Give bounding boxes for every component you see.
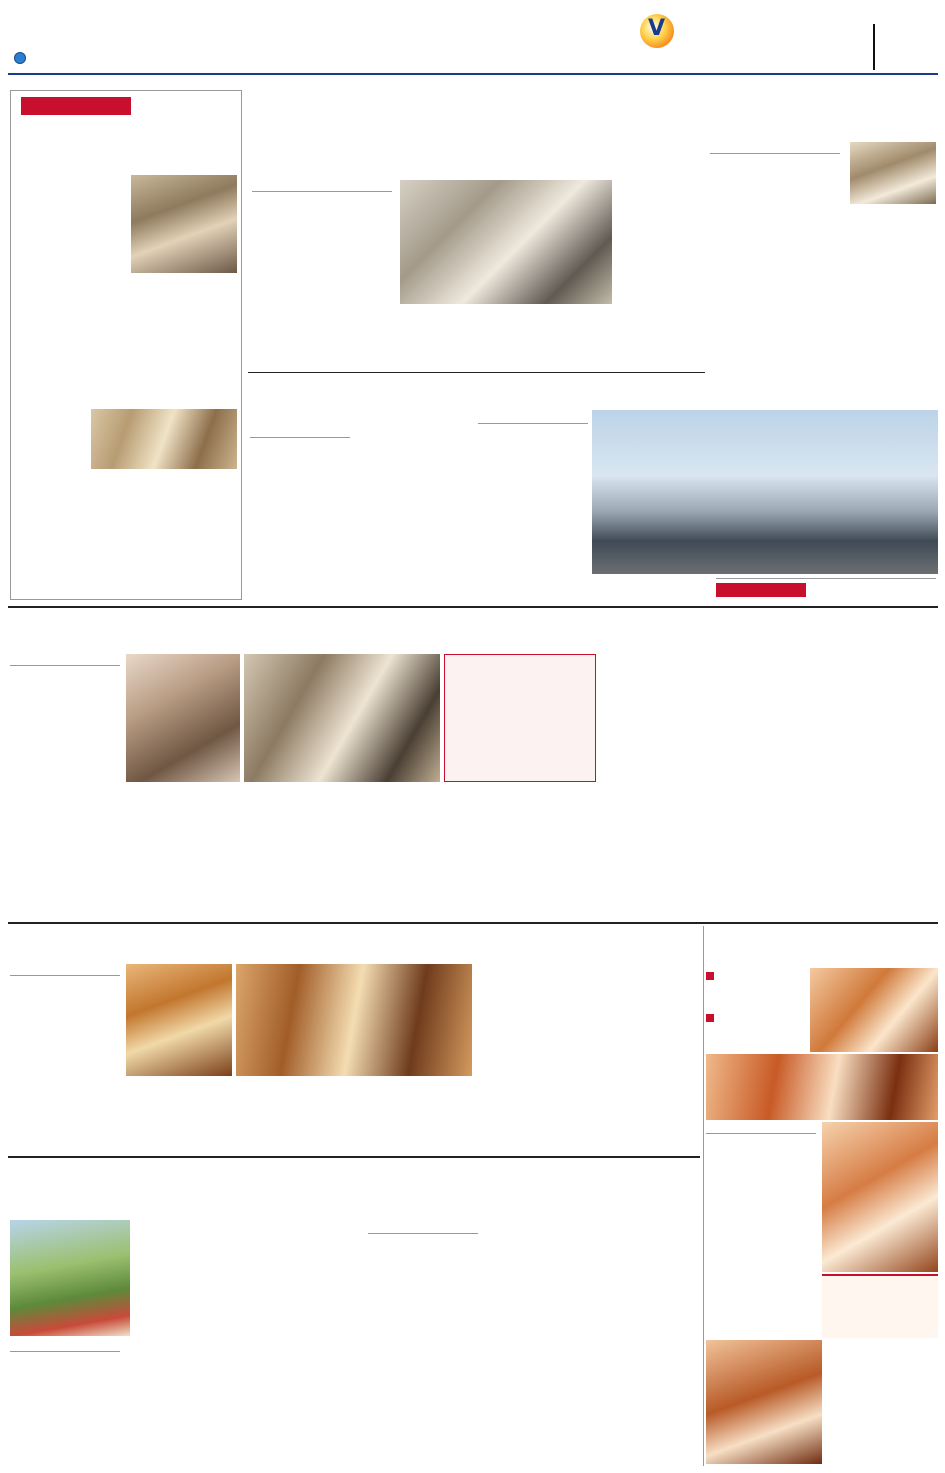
right-col-divider bbox=[703, 926, 704, 1466]
officer-statement-label bbox=[716, 583, 806, 597]
s1-body bbox=[19, 175, 127, 273]
s4-body-col2 bbox=[850, 236, 936, 366]
s7-byline bbox=[10, 654, 120, 666]
s6-body-col3 bbox=[606, 764, 712, 918]
s11-headline-line2 bbox=[368, 1188, 700, 1216]
s6-side-note bbox=[606, 612, 712, 762]
s2-body bbox=[19, 431, 89, 471]
s1-photo bbox=[131, 175, 237, 273]
s5-headline-line2 bbox=[250, 398, 470, 418]
s6-byline bbox=[478, 412, 588, 424]
s6-photo bbox=[592, 410, 938, 574]
s9-caption-body bbox=[824, 1298, 936, 1338]
s9-bullets bbox=[706, 968, 806, 1052]
s10-photo bbox=[10, 1220, 130, 1336]
ek-nazar-column bbox=[10, 90, 242, 600]
s6-body-col4 bbox=[716, 608, 936, 918]
lower-band-rule bbox=[8, 1156, 700, 1158]
s8-photo-right bbox=[236, 964, 472, 1076]
s7-info-box bbox=[444, 654, 596, 782]
s4-headline-line2 bbox=[710, 114, 938, 136]
bullet-icon bbox=[706, 972, 714, 980]
s3-photo bbox=[400, 180, 612, 304]
s6-headline bbox=[478, 376, 938, 406]
brand-name bbox=[678, 14, 828, 40]
s10-byline bbox=[10, 1340, 120, 1352]
s1-headline bbox=[19, 119, 234, 171]
s8-body-row2 bbox=[126, 1080, 472, 1154]
s7-body-col1 bbox=[10, 668, 122, 918]
s4-body-row2 bbox=[710, 266, 845, 368]
s9-bullet bbox=[718, 968, 806, 1004]
s3-body-col4 bbox=[617, 180, 702, 368]
s9-photo-mid bbox=[706, 1054, 938, 1120]
edition-title bbox=[270, 10, 610, 42]
bullet-icon bbox=[706, 1014, 714, 1022]
masthead-rule bbox=[8, 73, 938, 75]
mid-band-rule bbox=[8, 922, 938, 924]
s11-byline bbox=[368, 1222, 478, 1234]
s10-headline-line1 bbox=[10, 1160, 360, 1188]
s3-byline bbox=[252, 180, 392, 192]
s2-headline bbox=[19, 370, 234, 406]
globe-icon bbox=[14, 52, 26, 64]
s9-caption-box bbox=[822, 1274, 938, 1338]
s9-caption bbox=[824, 1278, 936, 1296]
s8-body-col1 bbox=[10, 978, 122, 1152]
v-logo-mark: V bbox=[648, 16, 666, 41]
s8-photo-left bbox=[126, 964, 232, 1076]
s11-body bbox=[368, 1236, 700, 1466]
s4-body-col1 bbox=[710, 156, 845, 264]
s5-body bbox=[250, 440, 470, 602]
s10-headline-line2 bbox=[10, 1188, 360, 1216]
s2-photo bbox=[91, 409, 237, 469]
s9-byline bbox=[706, 1122, 816, 1134]
s6-body-col1 bbox=[478, 426, 588, 538]
s9-headline-line2-wrap bbox=[706, 946, 938, 964]
s9-photo-top bbox=[810, 968, 938, 1052]
page-number bbox=[873, 24, 933, 70]
s6-officer-box bbox=[716, 578, 936, 602]
s7-photo-right bbox=[244, 654, 440, 782]
s10-body-col1 bbox=[10, 1354, 130, 1466]
s8-byline bbox=[10, 964, 120, 976]
s5-byline bbox=[250, 426, 350, 438]
dateline bbox=[680, 52, 880, 66]
s3-rule bbox=[248, 372, 705, 373]
masthead bbox=[0, 0, 945, 80]
s4-headline-line1 bbox=[710, 90, 938, 112]
s10-body-col2 bbox=[134, 1220, 362, 1466]
s7-box-text bbox=[449, 659, 593, 779]
s9-photo-bottom bbox=[706, 1340, 822, 1464]
s2-dateline bbox=[19, 409, 89, 429]
s4-byline bbox=[710, 142, 840, 154]
s9-bullet bbox=[718, 1010, 806, 1046]
s3-headline-line2 bbox=[252, 130, 697, 170]
s3-body-col1 bbox=[252, 194, 392, 304]
s4-photo bbox=[850, 142, 936, 204]
section-label bbox=[21, 97, 131, 115]
s3-headline-line1 bbox=[252, 88, 697, 128]
s9-headline-line1 bbox=[706, 928, 938, 946]
s9-body-col1b bbox=[706, 1274, 818, 1338]
s9-photo-right bbox=[822, 1122, 938, 1272]
s3-body-row2 bbox=[252, 306, 614, 368]
s7-body-row2 bbox=[126, 786, 596, 918]
s4-photo-caption bbox=[850, 206, 936, 234]
s1-body-cont bbox=[19, 275, 237, 367]
s8-body-right bbox=[476, 964, 700, 1154]
s8-headline bbox=[10, 926, 700, 960]
s11-headline-line1 bbox=[368, 1160, 700, 1188]
s7-headline bbox=[10, 612, 598, 648]
s6-body-col1b bbox=[478, 540, 588, 602]
s2-body-cont bbox=[19, 473, 237, 595]
website-link[interactable] bbox=[30, 51, 230, 67]
s9-body2 bbox=[826, 1340, 938, 1464]
s5-headline-line1 bbox=[250, 376, 470, 396]
s6-body-col2 bbox=[592, 578, 712, 602]
s7-photo-left bbox=[126, 654, 240, 782]
s9-body-col1 bbox=[706, 1136, 818, 1272]
